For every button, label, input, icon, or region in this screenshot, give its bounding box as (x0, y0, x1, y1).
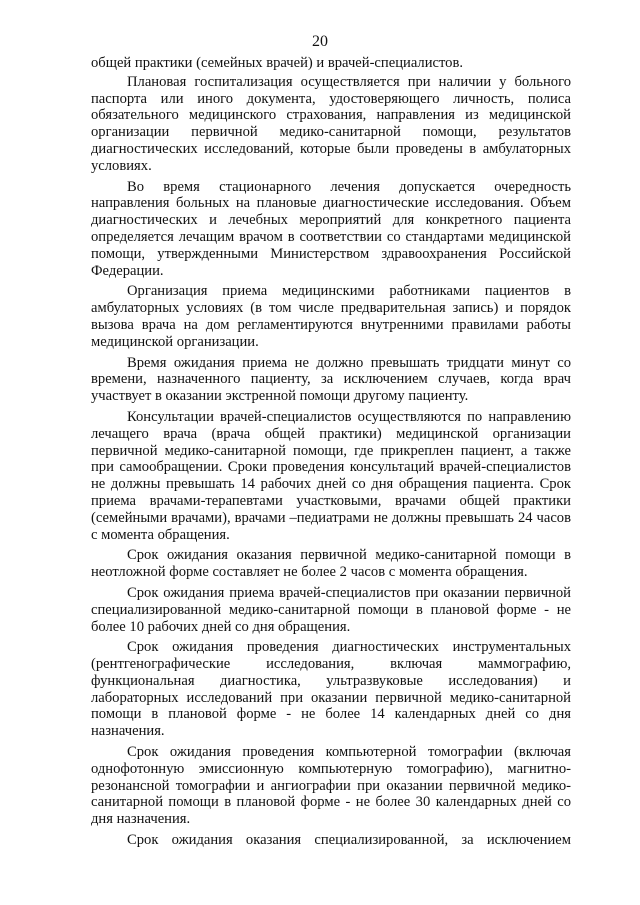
paragraph-diagnostic-waiting-time: Срок ожидания проведения диагностических инструментальных (рентгенографические исследования, включая маммографию, функциональная диагностика, ультразвуковые исследования) и лабораторных исследований при оказании первичной медико-санитарной помощи в плановой форме - не более 14 календарных дней со дня назначения. (91, 639, 571, 740)
paragraph-outpatient-reception: Организация приема медицинскими работниками пациентов в амбулаторных условиях (в том числе предварительная запись) и порядок вызова врача на дом регламентируются внутренними правилами работы медицинской организации. (91, 283, 571, 350)
paragraph-waiting-time-reception: Время ожидания приема не должно превышать тридцати минут со времени, назначенного пациенту, за исключением случаев, когда врач участвует в оказании экстренной помощи другому пациенту. (91, 354, 571, 405)
paragraph-tomography-waiting-time: Срок ожидания проведения компьютерной томографии (включая однофотонную эмиссионную компьютерную томографию), магнитно-резонансной томографии и ангиографии при оказании первичной медико-санитарной помощи в плановой форме - не более 30 календарных дней со дня назначения. (91, 744, 571, 828)
document-body (91, 55, 571, 849)
paragraph-inpatient-diagnostics: Во время стационарного лечения допускается очередность направления больных на плановые диагностические исследования. Объем диагностических и лечебных мероприятий для конкретного пациента определяется лечащим врачом в соответствии со стандартами медицинской помощи, утвержденными Министерством здравоохранения Российской Федерации. (91, 178, 571, 279)
paragraph-specialized-care: Срок ожидания оказания специализированной, за исключением (127, 832, 571, 849)
paragraph-continuation: общей практики (семейных врачей) и врачей-специалистов. (91, 55, 464, 71)
page-number: 20 (312, 33, 328, 50)
paragraph-urgent-primary-care: Срок ожидания оказания первичной медико-санитарной помощи в неотложной форме составляет не более 2 часов с момента обращения. (91, 547, 571, 581)
paragraph-specialist-consultations: Консультации врачей-специалистов осуществляются по направлению лечащего врача (врача общей практики) медицинской организации первичной медико-санитарной помощи, где прикреплен пациент, а также при самообращении. Сроки проведения консультаций врачей-специалистов не должны превышать 14 рабочих дней со дня обращения пациента. Срок приема врачами-терапевтами участковыми, врачами общей практики (семейными врачами), врачами –педиатрами не должны превышать 24 часов с момента обращения. (91, 408, 571, 543)
paragraph-specialist-waiting-time: Срок ожидания приема врачей-специалистов при оказании первичной специализированной медико-санитарной помощи в плановой форме - не более 10 рабочих дней со дня обращения. (91, 584, 571, 635)
paragraph-planned-hospitalization: Плановая госпитализация осуществляется при наличии у больного паспорта или иного документа, удостоверяющего личность, полиса обязательного медицинского страхования, направления из медицинской организации первичной медико-санитарной помощи, результатов диагностических исследований, которые были проведены в амбулаторных условиях. (91, 73, 571, 174)
